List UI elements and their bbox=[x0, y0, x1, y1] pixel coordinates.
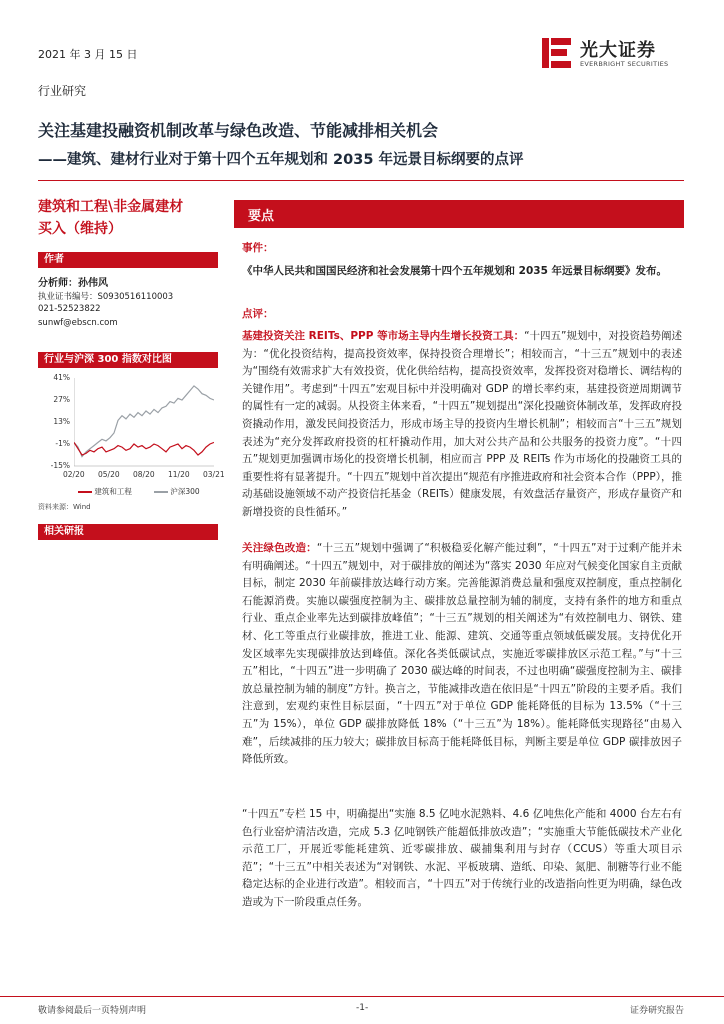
report-title: 关注基建投融资机制改革与绿色改造、节能减排相关机会 bbox=[38, 121, 439, 140]
sector-name: 建筑和工程\非金属建材 bbox=[38, 199, 184, 215]
author-heading: 作者 bbox=[38, 252, 218, 268]
y-tick-label: 13% bbox=[53, 417, 70, 426]
section-header-bar bbox=[234, 200, 684, 228]
x-tick-label: 08/20 bbox=[133, 470, 155, 479]
event-text: 《中华人民共和国国民经济和社会发展第十四个五年规划和 2035 年远景目标纲要》发布。 bbox=[242, 265, 668, 277]
paragraph-highlight: 关注绿色改造： bbox=[242, 542, 317, 554]
title-divider bbox=[38, 180, 684, 181]
paragraph-highlight: 基建投资关注 REITs、PPP 等市场主导内生增长投资工具： bbox=[242, 330, 525, 342]
phone-number: 021-52523822 bbox=[38, 304, 101, 314]
license-number: 执业证书编号：S0930516110003 bbox=[38, 292, 174, 302]
report-category: 行业研究 bbox=[38, 84, 87, 98]
x-tick-label: 11/20 bbox=[168, 470, 190, 479]
comment-label: 点评： bbox=[242, 308, 274, 320]
legend-label: 沪深300 bbox=[170, 487, 200, 496]
paragraph-body: “十三五”规划中强调了“积极稳妥化解产能过剩”，“十四五”对于过剩产能并未有明确阐述。“十四五”规划中，对于碳排放的阐述为“落实 2030 年应对气候变化国家自主贡献目标，制定 2030 年前碳排放达峰行动方案。完善能源消费总量和强度双控制度，重点控制化石能源消费。实施以碳强度控制为主、碳排放总量控制为辅的制度，支持有条件的地方和重点行业、重点企业率先达到碳排放峰值”；“十三五”规划的相关阐述为“有效控制电力、钢铁、建材、化工等重点行业碳排放，推进工业、能源、建筑、交通等重点领域低碳发展。支持优化开发区域率先实现碳排放达到峰值。深化各类低碳试点，实施近零碳排放区示范工程。”与“十三五”相比，“十四五”进一步明确了 2030 碳达峰的时间表，不过也明确“碳强度控制为主、碳排放总量控制为辅的制度”方针。换言之，节能减排改造在依旧是“十四五”阶段的主要矛盾。我们注意到，宏观约束性目标层面，“十四五”对于单位 GDP 能耗降低的目标为 13.5%（“十三五”为 15%），单位 GDP 碳排放降低 18%（“十三五”为 18%）。能耗降低实现路径“由易入难”，后续减排的压力较大；碳排放目标高于能耗降低目标，判断主要是单位 GDP 碳排放因子降低所致。 bbox=[242, 542, 683, 766]
email-link[interactable]: sunwf@ebscn.com bbox=[38, 318, 118, 328]
legend-swatch-red bbox=[78, 491, 92, 493]
legend-swatch-gray bbox=[154, 491, 168, 493]
legend-label: 建筑和工程 bbox=[94, 487, 132, 496]
section-title: 要点 bbox=[248, 209, 275, 224]
series-line-industry bbox=[74, 386, 214, 457]
paragraph-column-15 bbox=[242, 806, 682, 912]
x-tick-label: 03/21 bbox=[203, 470, 225, 479]
legend-item-construction bbox=[78, 486, 132, 497]
page-number: -1- bbox=[356, 1003, 369, 1013]
y-tick-label: -1% bbox=[55, 439, 70, 448]
logo-chinese-text: 光大证券 bbox=[580, 40, 656, 61]
legend-item-hs300 bbox=[154, 486, 200, 497]
paragraph-infrastructure bbox=[242, 328, 682, 522]
analyst-name: 分析师：孙伟风 bbox=[38, 278, 108, 289]
x-tick-label: 02/20 bbox=[63, 470, 85, 479]
brand-logo bbox=[540, 34, 700, 74]
paragraph-green-retrofit bbox=[242, 540, 682, 769]
everbright-logo-icon bbox=[540, 34, 574, 74]
chart-heading: 行业与沪深 300 指数对比图 bbox=[38, 352, 218, 368]
paragraph-body: “十四五”专栏 15 中，明确提出“实施 8.5 亿吨水泥熟料、4.6 亿吨焦化产能和 4000 台左右有色行业窑炉清洁改造，完成 5.3 亿吨钢铁产能超低排放改造”；“实施重大节能低碳技术产业化示范工厂，开展近零能耗建筑、近零碳排放、碳捕集利用与封存（CCUS）等重大项目示范”；“十三五”中相关表述为“对钢铁、水泥、平板玻璃、造纸、印染、氮肥、制糖等行业不能稳定达标的企业进行改造”。相较而言，“十四五”对于传统行业的改造指向性更为明确，绿色改造或为下一阶段重点任务。 bbox=[242, 808, 682, 908]
y-tick-label: 41% bbox=[53, 373, 70, 382]
y-tick-label: -15% bbox=[50, 461, 70, 470]
index-comparison-chart bbox=[38, 372, 225, 498]
y-tick-label: 27% bbox=[53, 395, 70, 404]
related-reports-heading[interactable]: 相关研报 bbox=[38, 524, 218, 540]
footer-divider bbox=[0, 996, 724, 997]
report-date: 2021 年 3 月 15 日 bbox=[38, 48, 138, 61]
event-label: 事件： bbox=[242, 242, 274, 254]
logo-english-text: EVERBRIGHT SECURITIES bbox=[580, 60, 669, 68]
paragraph-body: “十四五”规划中，对投资趋势阐述为：“优化投资结构，提高投资效率，保持投资合理增长”；相较而言，“十三五”规划中的表述为“围绕有效需求扩大有效投资，优化供给结构，提高投资效率，发挥投资对稳增长、调结构的关键作用”。考虑到“十四五”宏观目标中并没明确对 GDP 的增长率约束，基建投资逆周期调节的属性有一定的减弱。从投资主体来看，“十四五”规划提出“深化投融资体制改革，发挥政府投资撬动作用，激发民间投资活力，形成市场主导的投资内生增长机制”；相较而言“十三五”规划表述为“充分发挥政府投资的杠杆撬动作用，加大对公共产品和公共服务的投资力度”。“十四五”规划更加强调市场化的投资增长机制，相应而言 PPP 及 REITs 作为市场化的投融资工具的重要性将有显著提升。“十四五”规划中首次提出“规范有序推进政府和社会资本合作（PPP），推动基础设施领域不动产投资信托基金（REITs）健康发展，有效盘活存量资产，形成存量资产和新增投资的良性循环。” bbox=[242, 330, 682, 518]
chart-plot-area bbox=[74, 378, 214, 470]
footer-disclaimer-link[interactable]: 敬请参阅最后一页特别声明 bbox=[38, 1006, 147, 1016]
chart-source: 资料来源：Wind bbox=[38, 503, 91, 511]
report-subtitle: ——建筑、建材行业对于第十四个五年规划和 2035 年远景目标纲要的点评 bbox=[38, 152, 524, 168]
footer-report-type: 证券研究报告 bbox=[630, 1006, 685, 1016]
x-tick-label: 05/20 bbox=[98, 470, 120, 479]
rating-label: 买入（维持） bbox=[38, 221, 122, 237]
